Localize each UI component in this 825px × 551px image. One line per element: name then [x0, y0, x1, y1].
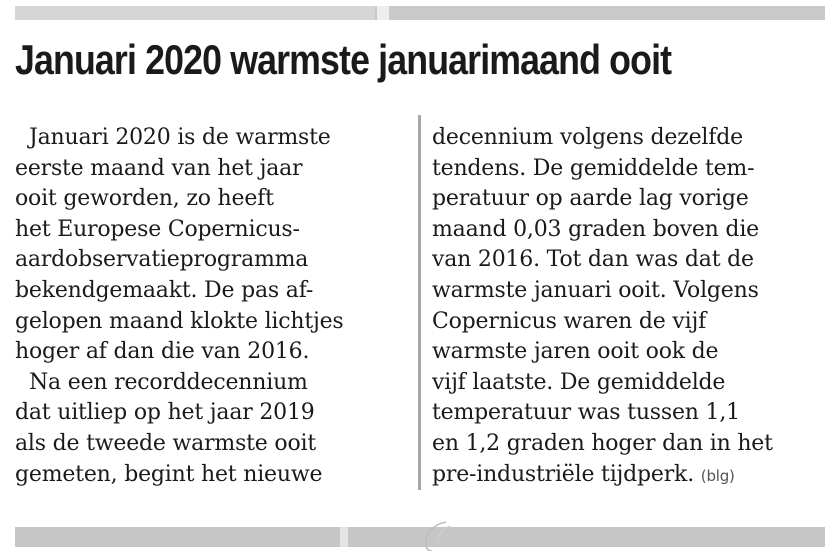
article-headline: Januari 2020 warmste januarimaand ooit	[15, 36, 672, 83]
text-line: dat uitliep op het jaar 2019	[15, 400, 315, 426]
top-rule-notch	[377, 6, 389, 20]
text-line: warmste januari ooit. Volgens	[432, 277, 759, 303]
text-line: tendens. De gemiddelde tem-	[432, 155, 755, 181]
text-line: maand 0,03 graden boven die	[432, 216, 759, 242]
text-line-last-body: pre-industriële tijdperk.	[432, 461, 694, 487]
text-line: decennium volgens dezelfde	[432, 125, 743, 150]
text-line: bekendgemaakt. De pas af-	[15, 277, 314, 303]
text-line: en 1,2 graden hoger dan in het	[432, 430, 773, 456]
bottom-rule-notch	[340, 527, 348, 547]
text-line: vijf laatste. De gemiddelde	[432, 369, 726, 395]
column-divider	[418, 115, 421, 490]
text-line-last	[432, 460, 825, 492]
text-line: gelopen maand klokte lichtjes	[15, 308, 344, 334]
text-line: temperatuur was tussen 1,1	[432, 400, 740, 426]
text-line: warmste jaren ooit ook de	[432, 339, 719, 365]
text-line: van 2016. Tot dan was dat de	[432, 247, 754, 273]
text-line: het Europese Copernicus-	[15, 216, 300, 242]
author-signature: (blg)	[700, 466, 735, 485]
text-line: peratuur op aarde lag vorige	[432, 186, 749, 212]
text-line: eerste maand van het jaar	[15, 155, 303, 181]
text-line: Januari 2020 is de warmste	[29, 125, 331, 150]
text-line: ooit geworden, zo heeft	[15, 186, 274, 212]
text-line: Na een recorddecennium	[29, 369, 308, 395]
text-line: gemeten, begint het nieuwe	[15, 461, 323, 487]
text-line: als de tweede warmste ooit	[15, 430, 316, 456]
article-column-right	[432, 123, 825, 491]
article-column-left	[15, 123, 415, 490]
decorative-swirl-icon	[416, 520, 466, 551]
text-line: aardobservatieprogramma	[15, 247, 309, 273]
text-line: hoger af dan die van 2016.	[15, 339, 310, 365]
text-line: Copernicus waren de vijf	[432, 308, 707, 334]
top-rule	[15, 6, 825, 20]
